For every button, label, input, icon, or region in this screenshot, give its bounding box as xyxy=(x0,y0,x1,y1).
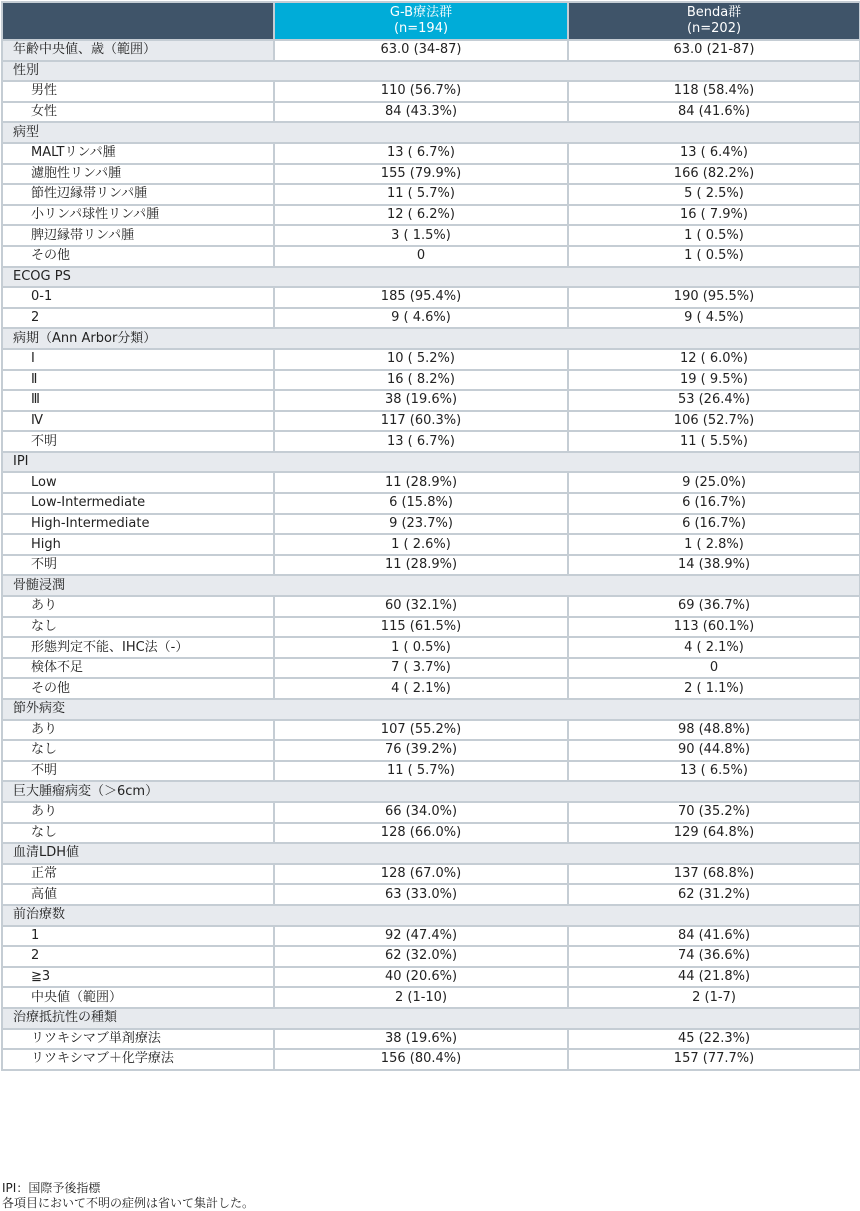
table-row xyxy=(2,472,860,493)
row-label: Ⅳ xyxy=(2,411,274,432)
benda-value: 1 ( 0.5%) xyxy=(568,246,860,267)
table-row xyxy=(2,246,860,267)
benda-value: 2 ( 1.1%) xyxy=(568,678,860,699)
row-label: あり xyxy=(2,596,274,617)
row-label: 不明 xyxy=(2,761,274,782)
gb-value: 11 (28.9%) xyxy=(274,472,568,493)
benda-value: 11 ( 5.5%) xyxy=(568,431,860,452)
footnote-ipi: IPI：国際予後指標 xyxy=(2,1181,101,1195)
gb-value: 12 ( 6.2%) xyxy=(274,205,568,226)
category-row xyxy=(2,452,860,473)
benda-value: 113 (60.1%) xyxy=(568,617,860,638)
row-label: 1 xyxy=(2,926,274,947)
table-row xyxy=(2,946,860,967)
gb-value: 60 (32.1%) xyxy=(274,596,568,617)
header-benda-group xyxy=(568,2,860,40)
gb-value: 7 ( 3.7%) xyxy=(274,658,568,679)
benda-value: 4 ( 2.1%) xyxy=(568,637,860,658)
row-label: 男性 xyxy=(2,81,274,102)
benda-value: 13 ( 6.4%) xyxy=(568,143,860,164)
category-label: 骨髄浸潤 xyxy=(2,575,860,596)
category-row xyxy=(2,575,860,596)
category-row xyxy=(2,122,860,143)
benda-value: 9 ( 4.5%) xyxy=(568,308,860,329)
category-row xyxy=(2,843,860,864)
category-label: 血清LDH値 xyxy=(2,843,860,864)
gb-value: 92 (47.4%) xyxy=(274,926,568,947)
gb-value: 107 (55.2%) xyxy=(274,720,568,741)
table-row xyxy=(2,987,860,1008)
benda-value: 14 (38.9%) xyxy=(568,555,860,576)
gb-value: 155 (79.9%) xyxy=(274,164,568,185)
row-label: 脾辺縁帯リンパ腫 xyxy=(2,225,274,246)
category-row xyxy=(2,267,860,288)
gb-value: 62 (32.0%) xyxy=(274,946,568,967)
category-row xyxy=(2,699,860,720)
gb-value: 11 ( 5.7%) xyxy=(274,184,568,205)
category-row xyxy=(2,781,860,802)
row-label: 女性 xyxy=(2,102,274,123)
gb-value: 76 (39.2%) xyxy=(274,740,568,761)
row-label: 正常 xyxy=(2,864,274,885)
benda-value: 157 (77.7%) xyxy=(568,1049,860,1070)
benda-value: 6 (16.7%) xyxy=(568,514,860,535)
row-label: 形態判定不能、IHC法（-） xyxy=(2,637,274,658)
row-label: 節性辺縁帯リンパ腫 xyxy=(2,184,274,205)
baseline-characteristics-table xyxy=(1,1,860,1071)
row-label: 2 xyxy=(2,946,274,967)
row-label: 中央値（範囲） xyxy=(2,987,274,1008)
table-row xyxy=(2,802,860,823)
benda-value: 84 (41.6%) xyxy=(568,926,860,947)
gb-value: 185 (95.4%) xyxy=(274,287,568,308)
gb-value: 10 ( 5.2%) xyxy=(274,349,568,370)
benda-value: 63.0 (21-87) xyxy=(568,40,860,61)
row-label: その他 xyxy=(2,678,274,699)
benda-value: 90 (44.8%) xyxy=(568,740,860,761)
table-row xyxy=(2,184,860,205)
category-label: 節外病変 xyxy=(2,699,860,720)
gb-value: 4 ( 2.1%) xyxy=(274,678,568,699)
benda-value: 137 (68.8%) xyxy=(568,864,860,885)
category-label: 巨大腫瘤病変（＞6cm） xyxy=(2,781,860,802)
gb-value: 156 (80.4%) xyxy=(274,1049,568,1070)
row-label: Ⅲ xyxy=(2,390,274,411)
benda-value: 0 xyxy=(568,658,860,679)
gb-value: 11 ( 5.7%) xyxy=(274,761,568,782)
row-label: あり xyxy=(2,802,274,823)
benda-value: 118 (58.4%) xyxy=(568,81,860,102)
benda-value: 70 (35.2%) xyxy=(568,802,860,823)
gb-value: 6 (15.8%) xyxy=(274,493,568,514)
gb-group-n: (n=194) xyxy=(393,21,449,36)
table-body xyxy=(2,40,860,1070)
gb-value: 1 ( 0.5%) xyxy=(274,637,568,658)
row-label: Ⅰ xyxy=(2,349,274,370)
category-label: 病期（Ann Arbor分類） xyxy=(2,328,860,349)
benda-value: 19 ( 9.5%) xyxy=(568,370,860,391)
benda-value: 12 ( 6.0%) xyxy=(568,349,860,370)
table-row xyxy=(2,514,860,535)
row-label: MALTリンパ腫 xyxy=(2,143,274,164)
row-label: High-Intermediate xyxy=(2,514,274,535)
benda-value: 1 ( 2.8%) xyxy=(568,534,860,555)
benda-value: 62 (31.2%) xyxy=(568,884,860,905)
benda-value: 13 ( 6.5%) xyxy=(568,761,860,782)
table-row xyxy=(2,658,860,679)
benda-value: 69 (36.7%) xyxy=(568,596,860,617)
gb-value: 13 ( 6.7%) xyxy=(274,143,568,164)
table-row xyxy=(2,102,860,123)
table-row xyxy=(2,720,860,741)
table-row xyxy=(2,617,860,638)
gb-value: 38 (19.6%) xyxy=(274,1029,568,1050)
table-header-row xyxy=(2,2,860,40)
table-row xyxy=(2,225,860,246)
gb-value: 11 (28.9%) xyxy=(274,555,568,576)
gb-value: 63 (33.0%) xyxy=(274,884,568,905)
gb-value: 40 (20.6%) xyxy=(274,967,568,988)
table-row xyxy=(2,637,860,658)
table-row xyxy=(2,1029,860,1050)
table-row xyxy=(2,1049,860,1070)
category-row xyxy=(2,328,860,349)
table-row xyxy=(2,40,860,61)
table-row xyxy=(2,823,860,844)
category-label: ECOG PS xyxy=(2,267,860,288)
gb-value: 110 (56.7%) xyxy=(274,81,568,102)
gb-value: 128 (66.0%) xyxy=(274,823,568,844)
gb-value: 13 ( 6.7%) xyxy=(274,431,568,452)
benda-value: 129 (64.8%) xyxy=(568,823,860,844)
category-row xyxy=(2,905,860,926)
table-row xyxy=(2,967,860,988)
gb-value: 66 (34.0%) xyxy=(274,802,568,823)
row-label: Low-Intermediate xyxy=(2,493,274,514)
benda-group-name: Benda群 xyxy=(686,5,742,20)
gb-value: 63.0 (34-87) xyxy=(274,40,568,61)
benda-value: 53 (26.4%) xyxy=(568,390,860,411)
benda-group-n: (n=202) xyxy=(686,21,742,36)
benda-value: 44 (21.8%) xyxy=(568,967,860,988)
table-row xyxy=(2,411,860,432)
benda-value: 2 (1-7) xyxy=(568,987,860,1008)
table-row xyxy=(2,596,860,617)
row-label: 不明 xyxy=(2,555,274,576)
table-row xyxy=(2,143,860,164)
table-row xyxy=(2,205,860,226)
row-label: あり xyxy=(2,720,274,741)
header-blank-cell xyxy=(2,2,274,40)
table-row xyxy=(2,761,860,782)
row-label: 濾胞性リンパ腫 xyxy=(2,164,274,185)
row-label: High xyxy=(2,534,274,555)
benda-value: 74 (36.6%) xyxy=(568,946,860,967)
row-label: 高値 xyxy=(2,884,274,905)
row-label: なし xyxy=(2,823,274,844)
footnote-unknown-excluded: 各項目において不明の症例は省いて集計した。 xyxy=(2,1196,255,1210)
gb-value: 9 ( 4.6%) xyxy=(274,308,568,329)
gb-value: 117 (60.3%) xyxy=(274,411,568,432)
gb-value: 0 xyxy=(274,246,568,267)
gb-value: 115 (61.5%) xyxy=(274,617,568,638)
gb-value: 128 (67.0%) xyxy=(274,864,568,885)
gb-value: 1 ( 2.6%) xyxy=(274,534,568,555)
gb-value: 3 ( 1.5%) xyxy=(274,225,568,246)
benda-value: 190 (95.5%) xyxy=(568,287,860,308)
table-row xyxy=(2,740,860,761)
row-label: 不明 xyxy=(2,431,274,452)
row-label: 検体不足 xyxy=(2,658,274,679)
gb-group-name: G-B療法群 xyxy=(389,5,453,20)
row-label: 0-1 xyxy=(2,287,274,308)
category-label: 治療抵抗性の種類 xyxy=(2,1008,860,1029)
row-label: なし xyxy=(2,740,274,761)
category-row xyxy=(2,61,860,82)
benda-value: 45 (22.3%) xyxy=(568,1029,860,1050)
category-label: IPI xyxy=(2,452,860,473)
table-row xyxy=(2,349,860,370)
table-row xyxy=(2,390,860,411)
benda-value: 106 (52.7%) xyxy=(568,411,860,432)
table-row xyxy=(2,926,860,947)
gb-value: 2 (1-10) xyxy=(274,987,568,1008)
benda-value: 84 (41.6%) xyxy=(568,102,860,123)
header-gb-group xyxy=(274,2,568,40)
row-label: ≧3 xyxy=(2,967,274,988)
row-label: リツキシマブ＋化学療法 xyxy=(2,1049,274,1070)
table-row xyxy=(2,493,860,514)
benda-value: 9 (25.0%) xyxy=(568,472,860,493)
row-label: その他 xyxy=(2,246,274,267)
table-row xyxy=(2,864,860,885)
benda-value: 1 ( 0.5%) xyxy=(568,225,860,246)
table-row xyxy=(2,81,860,102)
gb-value: 9 (23.7%) xyxy=(274,514,568,535)
row-label: リツキシマブ単剤療法 xyxy=(2,1029,274,1050)
row-label: Low xyxy=(2,472,274,493)
category-label: 病型 xyxy=(2,122,860,143)
benda-value: 98 (48.8%) xyxy=(568,720,860,741)
category-label: 前治療数 xyxy=(2,905,860,926)
table-row xyxy=(2,287,860,308)
table-row xyxy=(2,164,860,185)
table-row xyxy=(2,431,860,452)
benda-value: 6 (16.7%) xyxy=(568,493,860,514)
benda-value: 166 (82.2%) xyxy=(568,164,860,185)
gb-value: 84 (43.3%) xyxy=(274,102,568,123)
row-label: 小リンパ球性リンパ腫 xyxy=(2,205,274,226)
row-label: なし xyxy=(2,617,274,638)
table-row xyxy=(2,884,860,905)
benda-value: 16 ( 7.9%) xyxy=(568,205,860,226)
table-row xyxy=(2,555,860,576)
row-label: 2 xyxy=(2,308,274,329)
category-label: 性別 xyxy=(2,61,860,82)
row-label: Ⅱ xyxy=(2,370,274,391)
gb-value: 16 ( 8.2%) xyxy=(274,370,568,391)
row-label: 年齢中央値、歳（範囲） xyxy=(2,40,274,61)
table-row xyxy=(2,534,860,555)
gb-value: 38 (19.6%) xyxy=(274,390,568,411)
table-row xyxy=(2,678,860,699)
benda-value: 5 ( 2.5%) xyxy=(568,184,860,205)
table-row xyxy=(2,370,860,391)
table-row xyxy=(2,308,860,329)
category-row xyxy=(2,1008,860,1029)
